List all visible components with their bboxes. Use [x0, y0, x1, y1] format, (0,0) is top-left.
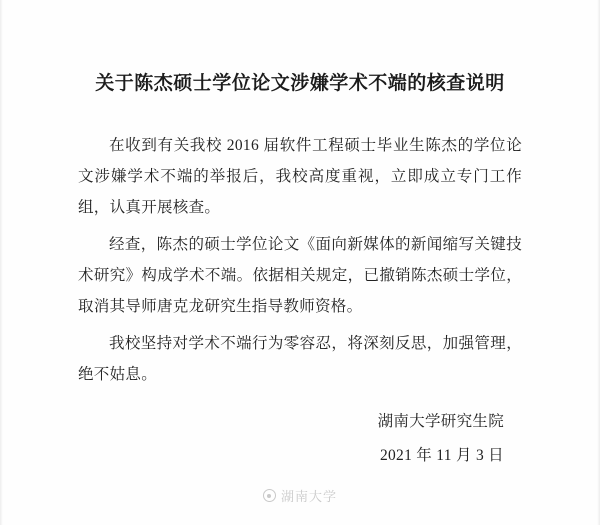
watermark-label: 湖南大学 — [280, 489, 337, 504]
paragraph-1: 在收到有关我校 2016 届软件工程硕士毕业生陈杰的学位论文涉嫌学术不端的举报后，我校高度重视，立即成立专门工作组，认真开展核查。 — [78, 137, 522, 216]
document-signature — [262, 405, 522, 473]
document-body — [78, 130, 522, 396]
watermark — [0, 486, 600, 505]
paragraph-3: 我校坚持对学术不端行为零容忍，将深刻反思，加强管理，绝不姑息。 — [78, 335, 522, 383]
weibo-eye-icon — [263, 489, 276, 502]
signature-organization: 湖南大学研究生院 — [377, 413, 504, 430]
document-title: 关于陈杰硕士学位论文涉嫌学术不端的核查说明 — [95, 73, 505, 94]
signature-date: 2021 年 11 月 3 日 — [379, 447, 504, 464]
paragraph-2: 经查，陈杰的硕士学位论文《面向新媒体的新闻缩写关键技术研究》构成学术不端。依据相关规定，已撤销陈杰硕士学位，取消其导师唐克龙研究生指导教师资格。 — [78, 236, 522, 315]
